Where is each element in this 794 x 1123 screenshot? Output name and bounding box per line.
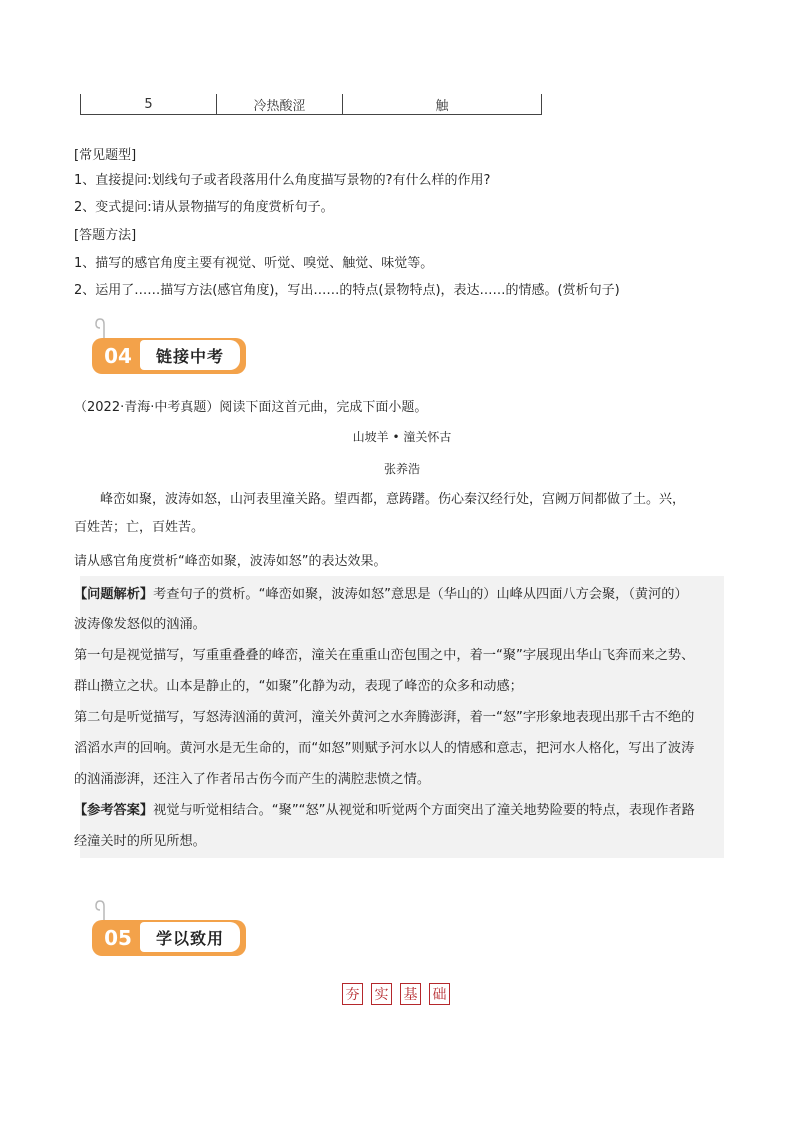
analysis-intro [74, 579, 688, 610]
section-number: 04 [104, 344, 132, 368]
common-type-item: 1、直接提问:划线句子或者段落用什么角度描写景物的?有什么样的作用? [74, 173, 491, 188]
exam-intro: （2022·青海·中考真题）阅读下面这首元曲，完成下面小题。 [74, 400, 428, 415]
section-badge-04 [92, 334, 248, 374]
table-cell-index: 5 [81, 94, 217, 114]
section-title: 学以致用 [140, 922, 240, 952]
answer-method-item: 2、运用了……描写方法(感官角度)，写出……的特点(景物特点)，表达……的情感。(赏析句子) [74, 283, 620, 298]
analysis-text: 考查句子的赏析。“峰峦如聚，波涛如怒”意思是（华山的）山峰从四面八方会聚，（黄河的） [153, 587, 688, 602]
section-number: 05 [104, 926, 132, 950]
common-types-heading: [常见题型] [74, 148, 137, 163]
analysis-text: 滔滔水声的回响。黄河水是无生命的，而“如怒”则赋予河水以人的情感和意志，把河水人格化，写出了波涛 [74, 741, 695, 756]
answer-text: 视觉与听觉相结合。“聚”“怒”从视觉和听觉两个方面突出了潼关地势险要的特点，表现作者路 [153, 803, 695, 818]
analysis-text: 第二句是听觉描写，写怒涛汹涌的黄河，潼关外黄河之水奔腾澎湃，着一“怒”字形象地表现出那千古不绝的 [74, 710, 695, 725]
answer-tag: 【参考答案】 [74, 803, 154, 818]
analysis-text: 群山攒立之状。山本是静止的，“如聚”化静为动，表现了峰峦的众多和动感； [74, 679, 523, 694]
common-type-item: 2、变式提问:请从景物描写的角度赏析句子。 [74, 200, 334, 215]
question-text: 请从感官角度赏析“峰峦如聚，波涛如怒”的表达效果。 [74, 554, 387, 569]
analysis-tag: 【问题解析】 [74, 587, 154, 602]
table-cell-sensation: 冷热酸涩 [217, 94, 343, 114]
section-title: 链接中考 [140, 340, 240, 370]
reference-answer [74, 795, 695, 826]
answer-method-heading: [答题方法] [74, 228, 137, 243]
sense-table-row [80, 94, 542, 115]
analysis-text: 波涛像发怒似的汹涌。 [74, 617, 206, 632]
foundation-heading [342, 983, 450, 1005]
foundation-char-box: 实 [371, 983, 392, 1005]
poem-line: 百姓苦；亡，百姓苦。 [74, 520, 205, 535]
answer-method-item: 1、描写的感官角度主要有视觉、听觉、嗅觉、触觉、味觉等。 [74, 256, 434, 271]
foundation-char-box: 基 [400, 983, 421, 1005]
poem-author: 张养浩 [383, 462, 420, 476]
analysis-text: 的汹涌澎湃，还注入了作者吊古伤今而产生的满腔悲愤之情。 [74, 772, 431, 787]
poem-line: 峰峦如聚，波涛如怒，山河表里潼关路。望西都，意踌躇。伤心秦汉经行处，宫阙万间都做了土。兴， [100, 492, 686, 507]
foundation-char-box: 础 [429, 983, 450, 1005]
analysis-block [74, 576, 724, 858]
answer-text: 经潼关时的所见所想。 [74, 834, 206, 849]
foundation-char-box: 夯 [342, 983, 363, 1005]
section-badge-05 [92, 916, 248, 956]
poem-title: 山坡羊 • 潼关怀古 [352, 430, 452, 444]
analysis-text: 第一句是视觉描写，写重重叠叠的峰峦，潼关在重重山峦包围之中，着一“聚”字展现出华山飞奔而来之势、 [74, 648, 695, 663]
table-cell-sense: 触 [435, 98, 449, 114]
